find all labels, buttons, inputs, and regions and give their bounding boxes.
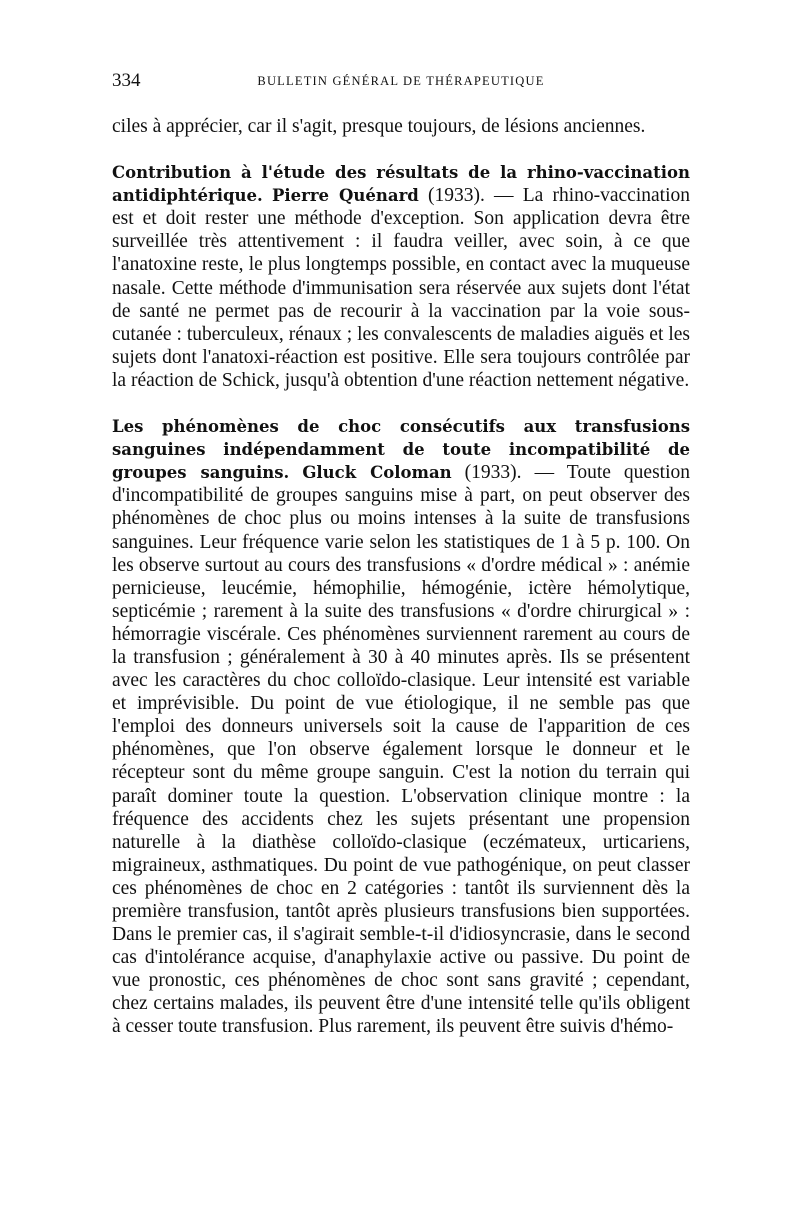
page-header — [112, 70, 690, 100]
article-transfusion-shock — [112, 415, 690, 1039]
page-body — [112, 115, 690, 1039]
article-author: Pierre Quénard — [271, 186, 419, 206]
article-rhino-vaccination — [112, 161, 690, 392]
article-title: Contribution à l'étude des résultats de la rhino-vaccination antidiphtérique. — [112, 163, 690, 206]
article-text: (1933). — Toute question d'incompatibilité de groupes sanguins mise à part, on peut observer des phénomènes de choc plus ou moins intenses à la suite de transfusions sanguines. Leur fréquence varie selon les statistiques de 1 à 5 p. 100. On les observe surtout au cours des transfusions « d'ordre médical » : anémie pernicieuse, leucémie, hémophilie, hémogénie, ictère hémolytique, septicémie ; rarement à la suite des transfusions « d'ordre chirurgical » : hémorragie viscérale. Ces phénomènes surviennent rarement au cours de la transfusion ; généralement à 30 à 40 minutes après. Ils se présentent avec les caractères du choc colloïdo-clasique. Leur intensité est variable et imprévisible. Du point de vue étiologique, il ne semble pas que l'emploi des donneurs universels soit la cause de l'apparition de ces phénomènes, que l'on observe également lorsque le donneur et le récepteur sont du même groupe sanguin. C'est la notion du terrain qui paraît dominer toute la question. L'observation clinique montre : la fréquence des accidents chez les sujets présentant une propension naturelle à la diathèse colloïdo-clasique (eczémateux, urticariens, migraineux, asthmatiques. Du point de vue pathogénique, on peut classer ces phénomènes de choc en 2 catégories : tantôt ils surviennent dès la première transfusion, tantôt après plusieurs transfusions bien supportées. Dans le premier cas, il s'agirait semble-t-il d'idiosyncrasie, dans le second cas d'intolérance acquise, d'anaphylaxie active ou passive. Du point de vue pronostic, ces phénomènes de choc sont sans gravité ; cependant, chez certains malades, ils peuvent être d'une intensité telle qu'ils obligent à cesser toute transfusion. Plus rarement, ils peuvent être suivis d'hémo- — [112, 462, 691, 1038]
article-text: (1933). — La rhino-vaccination est et doit rester une méthode d'exception. Son application devra être surveillée très attentivement : il faudra veiller, avec soin, à ce que l'anatoxine reste, le plus longtemps possible, en contact avec la muqueuse nasale. Cette méthode d'immunisation sera réservée aux sujets dont l'état de santé ne permet pas de recourir à la vaccination par la voie sous-cutanée : tuberculeux, rénaux ; les convalescents de maladies aiguës et les sujets dont l'anatoxi-réaction est positive. Elle sera toujours contrôlée par la réaction de Schick, jusqu'à obtention d'une réaction nettement négative. — [112, 185, 690, 391]
running-title: BULLETIN GÉNÉRAL DE THÉRAPEUTIQUE — [257, 74, 545, 88]
continuation-paragraph: ciles à apprécier, car il s'agit, presque toujours, de lésions anciennes. — [112, 116, 646, 137]
article-author: Gluck Coloman — [302, 463, 452, 483]
page-number: 334 — [112, 70, 141, 91]
article-title: Les phénomènes de choc consécutifs aux transfusions sanguines indépendamment de toute incompatibilité de groupes sanguins. — [112, 417, 690, 483]
